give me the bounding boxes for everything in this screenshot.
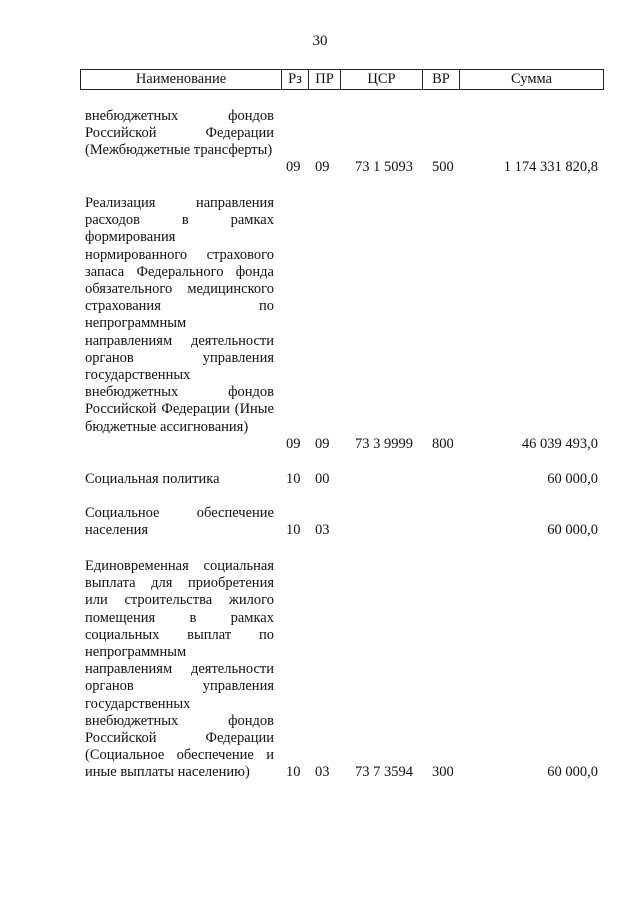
page-number: 30 <box>312 33 328 49</box>
row-pr: 03 <box>315 764 330 780</box>
row-rz: 09 <box>286 436 301 452</box>
row-name: Единовременная социальная выплата для приобретения или строительства жилого помещения в рамках социальных выплат по непрограммным направлениям деятельности органов управления государственных внебюджетных фондов Российской Федерации (Социальное обеспечение и иные выплаты населению) <box>85 558 274 781</box>
row-rz: 10 <box>286 764 301 780</box>
row-name: Реализация направления расходов в рамках формирования нормированного страхового запаса Федерального фонда обязательного медицинского страхования по непрограммным направлениям деятельности органов управления государственных внебюджетных фондов Российской Федерации (Иные бюджетные ассигнования) <box>85 195 274 435</box>
row-csr: 73 1 5093 <box>355 159 413 175</box>
row-name: Социальное обеспечение населения <box>85 505 274 539</box>
row-vr: 500 <box>432 159 454 175</box>
header-rz: Рз <box>282 70 309 89</box>
row-rz: 10 <box>286 522 301 538</box>
row-sum: 1 174 331 820,8 <box>503 159 598 175</box>
table-header <box>80 69 604 90</box>
row-vr: 800 <box>432 436 454 452</box>
row-name: внебюджетных фондов Российской Федерации (Межбюджетные трансферты) <box>85 108 274 159</box>
row-rz: 09 <box>286 159 301 175</box>
header-pr: ПР <box>309 70 341 89</box>
header-csr: ЦСР <box>341 70 423 89</box>
row-vr: 300 <box>432 764 454 780</box>
header-sum: Сумма <box>510 71 553 87</box>
row-pr: 09 <box>315 159 330 175</box>
row-pr: 09 <box>315 436 330 452</box>
header-name: Наименование <box>81 70 282 89</box>
row-csr: 73 3 9999 <box>355 436 413 452</box>
row-sum: 46 039 493,0 <box>521 436 598 452</box>
row-sum: 60 000,0 <box>547 522 598 538</box>
row-pr: 03 <box>315 522 330 538</box>
row-pr: 00 <box>315 471 330 487</box>
row-rz: 10 <box>286 471 301 487</box>
row-sum: 60 000,0 <box>547 764 598 780</box>
row-sum: 60 000,0 <box>547 471 598 487</box>
header-vr: ВР <box>423 70 460 89</box>
row-csr: 73 7 3594 <box>355 764 413 780</box>
row-name: Социальная политика <box>85 471 220 487</box>
